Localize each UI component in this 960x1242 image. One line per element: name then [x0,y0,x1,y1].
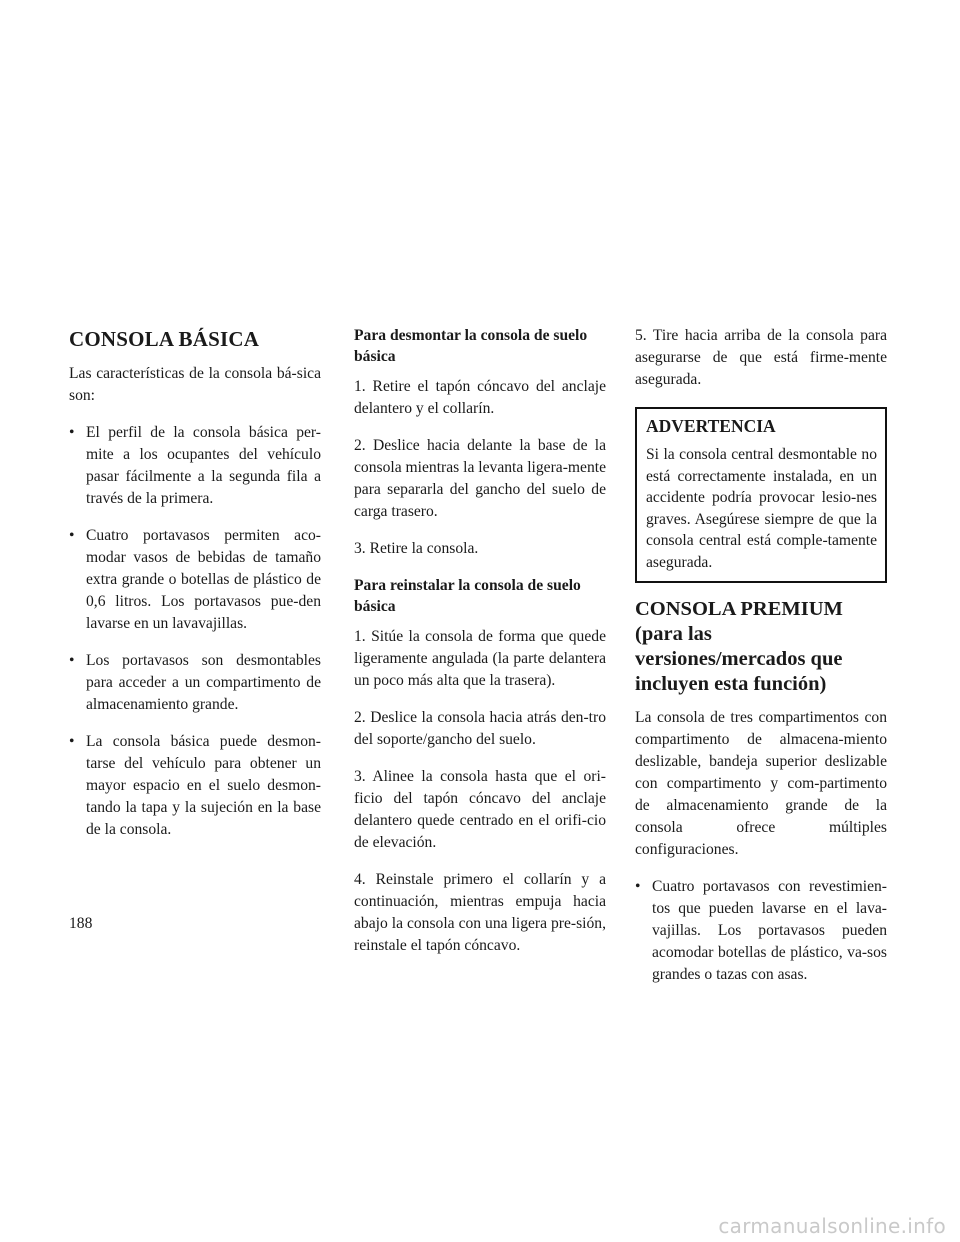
left-column [69,325,321,856]
premium-intro-paragraph: La consola de tres compartimentos con compartimento de almacena-miento deslizable, bandeja superior deslizable con compartimento y com-partimento de almacenamiento grande de la consola ofrece múltiples configuraciones. [635,709,887,858]
premium-features-list [635,876,887,986]
list-item [69,650,321,716]
bullet-marker: • [69,527,75,544]
bullet-marker: • [69,652,75,669]
reinstall-step: 5. Tire hacia arriba de la consola para asegurarse de que está firme-mente asegurada. [635,327,887,388]
reinstall-console-heading: Para reinstalar la consola de suelo básica [354,577,581,615]
list-item-text: Los portavasos son desmontables para acceder a un compartimento de almacenamiento grande. [86,652,321,713]
reinstall-step: 3. Alinee la consola hasta que el ori-ficio del tapón cóncavo del anclaje delantero quede centrado en el orifi-cio de elevación. [354,768,606,851]
remove-step: 2. Deslice hacia delante la base de la consola mientras la levanta ligera-mente para separarla del gancho del suelo de carga trasero. [354,437,606,520]
intro-paragraph: Las características de la consola bá-sica son: [69,365,321,404]
list-item-text: La consola básica puede desmon-tarse del vehículo para obtener un mayor espacio en el suelo desmon-tando la tapa y la sujeción en la base de la consola. [86,733,321,838]
list-item [635,876,887,986]
remove-console-heading: Para desmontar la consola de suelo básica [354,327,588,365]
watermark: carmanualsonline.info [718,1214,946,1238]
list-item-text: Cuatro portavasos con revestimien-tos que pueden lavarse en el lava-vajillas. Los portavasos pueden acomodar botellas de plástico, va-sos grandes o tazas con asas. [652,878,887,983]
bullet-marker: • [69,733,75,750]
reinstall-step: 4. Reinstale primero el collarín y a continuación, mientras empuja hacia abajo la consola con una ligera pre-sión, reinstale el tapón cóncavo. [354,871,606,954]
list-item [69,525,321,635]
warning-text: Si la consola central desmontable no está correctamente instalada, en un accidente podría provocar lesio-nes graves. Asegúrese siempre de que la consola central está comple-tamente asegurada. [646,446,877,571]
warning-box [635,407,887,583]
remove-step: 1. Retire el tapón cóncavo del anclaje delantero y el collarín. [354,378,606,417]
list-item-text: El perfil de la consola básica per-mite a los ocupantes del vehículo pasar fácilmente a la segunda fila a través de la primera. [86,424,321,507]
features-list [69,422,321,841]
list-item [69,422,321,510]
middle-column [354,325,606,972]
warning-title: ADVERTENCIA [646,416,776,436]
page-number: 188 [69,915,93,932]
list-item-text: Cuatro portavasos permiten aco-modar vasos de bebidas de tamaño extra grande o botellas de plástico de 0,6 litros. Los portavasos pue-den lavarse en un lavavajillas. [86,527,321,632]
remove-step: 3. Retire la consola. [354,540,479,557]
list-item [69,731,321,841]
section-heading-basic-console: CONSOLA BÁSICA [69,327,260,351]
bullet-marker: • [69,424,75,441]
section-heading-premium-console: CONSOLA PREMIUM (para las versiones/mercados que incluyen esta función) [635,598,843,695]
reinstall-step: 2. Deslice la consola hacia atrás den-tro del soporte/gancho del suelo. [354,709,606,748]
right-column [635,325,887,1001]
reinstall-step: 1. Sitúe la consola de forma que quede ligeramente angulada (la parte delantera un poco más alta que la trasera). [354,628,606,689]
bullet-marker: • [635,878,641,895]
